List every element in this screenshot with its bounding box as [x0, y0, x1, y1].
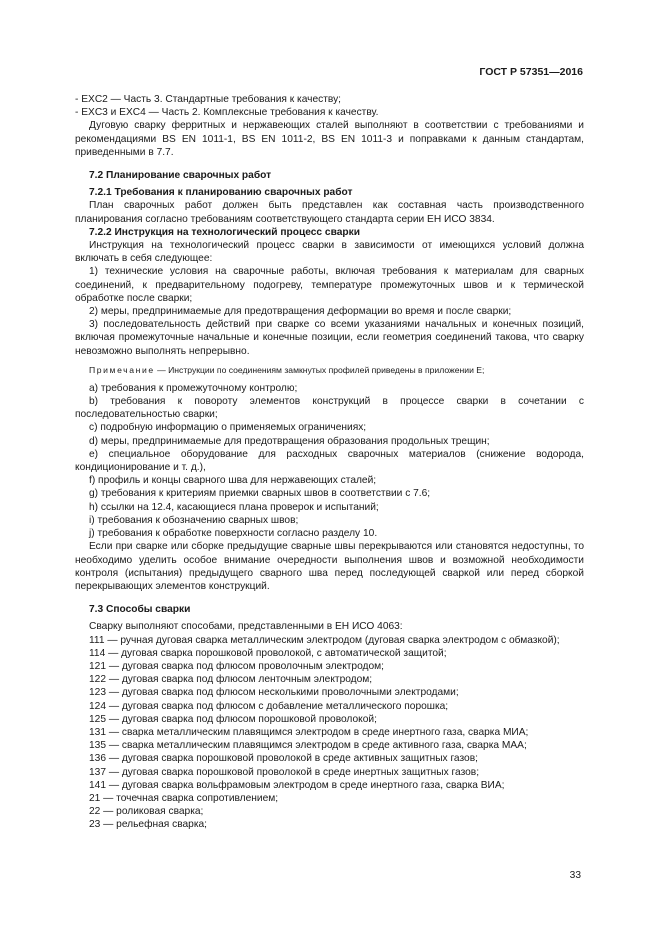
- note: [75, 364, 584, 376]
- page-number: 33: [569, 870, 581, 881]
- list-item: d) меры, предпринимаемые для предотвращения образования продольных трещин;: [89, 435, 490, 447]
- list-item: 2) меры, предпринимаемые для предотвращения деформации во время и после сварки;: [89, 306, 512, 318]
- list-item: 135 — сварка металлическим плавящимся электродом в среде активного газа, сварка МАА;: [89, 740, 527, 752]
- list-item: f) профиль и концы сварного шва для нержавеющих сталей;: [89, 475, 377, 487]
- list-item: 137 — дуговая сварка порошковой проволокой в среде инертных защитных газов;: [89, 766, 480, 778]
- list-item: 23 — рельефная сварка;: [89, 819, 208, 831]
- list-item: 125 — дуговая сварка под флюсом порошковой проволокой;: [89, 713, 377, 725]
- list-item: b) требования к повороту элементов конструкций в процессе сварки в сочетании с последовательностью сварки;: [75, 396, 584, 421]
- paragraph: Инструкция на технологический процесс сварки в зависимости от имеющихся условий должна включать в себя следующее:: [75, 240, 584, 265]
- note-text: — Инструкции по соединениям замкнутых профилей приведены в приложении Е;: [154, 364, 485, 375]
- page-content: [75, 93, 584, 832]
- list-item: 22 — роликовая сварка;: [89, 806, 204, 818]
- list-item: a) требования к промежуточному контролю;: [89, 382, 298, 394]
- paragraph: Дуговую сварку ферритных и нержавеющих сталей выполняют в соответствии с требованиями и рекомендациями BS EN 1011-1, BS EN 1011-2, BS EN 1011-3 и поправками к данным стандартам, приведенными в 7.7.: [75, 120, 584, 158]
- subsection-heading: 7.2.1 Требования к планированию сварочных работ: [89, 187, 353, 199]
- section-heading: 7.3 Способы сварки: [89, 604, 191, 616]
- list-item: 131 — сварка металлическим плавящимся электродом в среде инертного газа, сварка МИА;: [89, 726, 529, 738]
- list-item: 1) технические условия на сварочные работы, включая требования к материалам для сварных соединений, к предварительному подогреву, температуре промежуточных швов и к термической обработке после сварки;: [75, 266, 584, 304]
- list-item: h) ссылки на 12.4, касающиеся плана проверок и испытаний;: [89, 501, 379, 513]
- standard-number: ГОСТ Р 57351—2016: [479, 66, 583, 78]
- list-item: g) требования к критериям приемки сварных швов в соответствии с 7.6;: [89, 488, 431, 500]
- list-item: 122 — дуговая сварка под флюсом ленточным электродом;: [89, 674, 373, 686]
- list-item: 21 — точечная сварка сопротивлением;: [89, 792, 279, 804]
- list-item: 124 — дуговая сварка под флюсом с добавление металлического порошка;: [89, 700, 449, 712]
- paragraph: Если при сварке или сборке предыдущие сварные швы перекрываются или становятся недоступны, то необходимо уделить особое внимание очередности выполнения швов и возможной необходимости контроля (испытания) предыдущего сварного шва перед последующей сваркой или перед сборкой перекрывающих элементов конструкций.: [75, 541, 584, 592]
- subsection-heading: 7.2.2 Инструкция на технологический процесс сварки: [89, 226, 360, 238]
- list-item: 121 — дуговая сварка под флюсом проволочным электродом;: [89, 660, 384, 672]
- list-item: 111 — ручная дуговая сварка металлическим электродом (дуговая сварка электродом с обмазкой);: [89, 634, 560, 646]
- list-item: c) подробную информацию о применяемых ограничениях;: [89, 422, 367, 434]
- list-item: 3) последовательность действий при сварке со всеми указаниями начальных и конечных позиций, включая промежуточные начальные и конечные позиции, если геометрия соединений такова, что сварку невозможно выполнять непрерывно.: [75, 319, 584, 357]
- note-label: Примечание: [89, 364, 155, 375]
- paragraph: Сварку выполняют способами, представленными в ЕН ИСО 4063:: [89, 621, 403, 633]
- list-item: 141 — дуговая сварка вольфрамовым электродом в среде инертного газа, сварка ВИА;: [89, 779, 505, 791]
- list-item: 123 — дуговая сварка под флюсом несколькими проволочными электродами;: [89, 687, 459, 699]
- list-item: 114 — дуговая сварка порошковой проволокой, с автоматической защитой;: [89, 647, 447, 659]
- list-item: j) требования к обработке поверхности согласно разделу 10.: [89, 528, 378, 540]
- list-item: i) требования к обозначению сварных швов;: [89, 514, 299, 526]
- list-item: - EXC2 — Часть 3. Стандартные требования к качеству;: [75, 94, 341, 105]
- section-heading: 7.2 Планирование сварочных работ: [89, 170, 272, 182]
- paragraph: План сварочных работ должен быть представлен как составная часть производственного планирования согласно требованиям соответствующего стандарта серии ЕН ИСО 3834.: [75, 200, 584, 225]
- list-item: - EXC3 и EXC4 — Часть 2. Комплексные требования к качеству.: [75, 107, 379, 119]
- list-item: 136 — дуговая сварка порошковой проволокой в среде активных защитных газов;: [89, 753, 478, 765]
- list-item: e) специальное оборудование для расходных сварочных материалов (снижение водорода, кондиционирование и т. д.),: [75, 448, 584, 474]
